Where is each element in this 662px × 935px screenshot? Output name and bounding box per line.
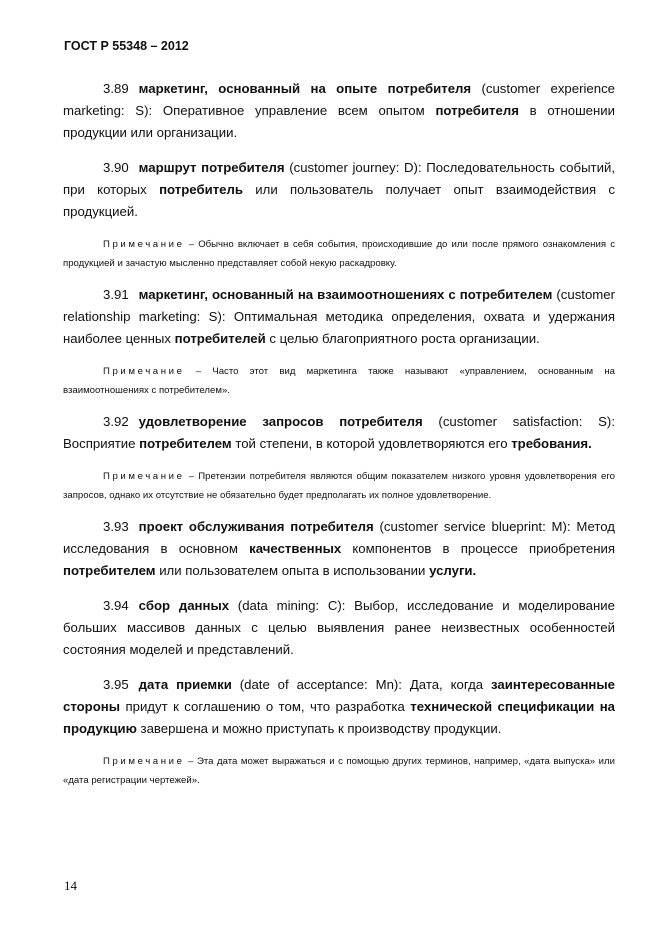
term-text: с целью благоприятного роста организации. (265, 331, 540, 346)
term-title: маркетинг, основанный на взаимоотношениях с потребителем (138, 287, 553, 302)
term-text: компонентов в процессе приобретения (341, 541, 615, 556)
term-reference: технической спецификации на продукцию (63, 699, 615, 736)
term-title: проект обслуживания потребителя (138, 519, 374, 534)
term-entry-3-92 (63, 411, 615, 455)
term-reference: потребителем (139, 436, 232, 451)
note-dash: – (188, 756, 194, 767)
term-title: маршрут потребителя (138, 160, 285, 175)
note-3-92 (63, 468, 615, 505)
note-label: Примечание (103, 239, 185, 250)
term-text: (customer journey: D): Последовательность событий, при которых (63, 160, 615, 197)
term-text: (date of acceptance: Mn): Дата, когда (231, 677, 492, 692)
note-label: Примечание (103, 471, 185, 482)
term-text: в отношении продукции или организации. (63, 103, 615, 140)
term-number: 3.89 (103, 81, 129, 96)
document-body (63, 78, 615, 801)
term-reference: потребителем (63, 563, 156, 578)
term-number: 3.93 (103, 519, 129, 534)
note-3-91 (63, 363, 615, 400)
term-text: придут к соглашению о том, что разработка (120, 699, 411, 714)
term-text: завершена и можно приступать к производству продукции. (136, 721, 502, 736)
term-number: 3.94 (103, 598, 129, 613)
term-reference: потребителя (435, 103, 519, 118)
term-title: сбор данных (138, 598, 230, 613)
term-number: 3.92 (103, 414, 129, 429)
note-text: Претензии потребителя являются общим показателем низкого уровня удовлетворения его запросов, однако их отсутствие не обязательно будет предполагать их полное удовлетворение. (63, 471, 616, 501)
term-text: той степени, в которой удовлетворяются его (231, 436, 512, 451)
term-text: (data mining: C): Выбор, исследование и моделирование больших массивов данных с целью выявления ранее неизвестных особенностей состояния моделей и представлений. (63, 598, 615, 657)
term-number: 3.90 (103, 160, 129, 175)
term-text: или пользователем опыта в использовании (155, 563, 430, 578)
note-text: Часто этот вид маркетинга также называют «управлением, основанным на взаимоотношениях с потребителем». (63, 366, 615, 396)
term-reference: услуги. (429, 563, 477, 578)
note-dash: – (188, 471, 195, 482)
term-text: (customer satisfaction: S): Восприятие (63, 414, 615, 451)
term-reference: заинтересованные стороны (63, 677, 615, 714)
note-text: Эта дата может выражаться и с помощью других терминов, например, «дата выпуска» или «дата регистрации чертежей». (63, 756, 615, 786)
term-title: удовлетворение запросов потребителя (138, 414, 423, 429)
term-reference: требования. (511, 436, 592, 451)
note-dash: – (195, 366, 202, 377)
term-entry-3-93 (63, 516, 615, 582)
note-text: Обычно включает в себя события, происходившие до или после прямого ознакомления с продукцией и зачастую мысленно представляет собой некую раскадровку. (63, 239, 615, 269)
term-number: 3.91 (103, 287, 129, 302)
document-header: ГОСТ Р 55348 – 2012 (64, 39, 189, 53)
term-reference: качественных (249, 541, 342, 556)
term-title: маркетинг, основанный на опыте потребителя (138, 81, 472, 96)
term-entry-3-95 (63, 674, 615, 740)
term-number: 3.95 (103, 677, 129, 692)
term-text: (customer service blueprint: M): Метод исследования в основном (63, 519, 615, 556)
term-entry-3-91 (63, 284, 615, 350)
note-label: Примечание (103, 756, 185, 767)
note-3-90 (63, 236, 615, 273)
term-text: (customer relationship marketing: S): Оптимальная методика определения, охвата и удержания наиболее ценных (63, 287, 615, 346)
term-entry-3-90 (63, 157, 615, 223)
term-entry-3-89 (63, 78, 615, 144)
note-label: Примечание (103, 366, 185, 377)
term-title: дата приемки (138, 677, 232, 692)
note-dash: – (188, 239, 195, 250)
term-reference: потребителей (174, 331, 266, 346)
term-text: или пользователь получает опыт взаимодействия с продукцией. (63, 182, 615, 219)
term-entry-3-94 (63, 595, 615, 661)
note-3-95 (63, 753, 615, 790)
term-reference: потребитель (159, 182, 243, 197)
term-text: (customer experience marketing: S): Оперативное управление всем опытом (63, 81, 616, 118)
page-number: 14 (64, 878, 77, 893)
